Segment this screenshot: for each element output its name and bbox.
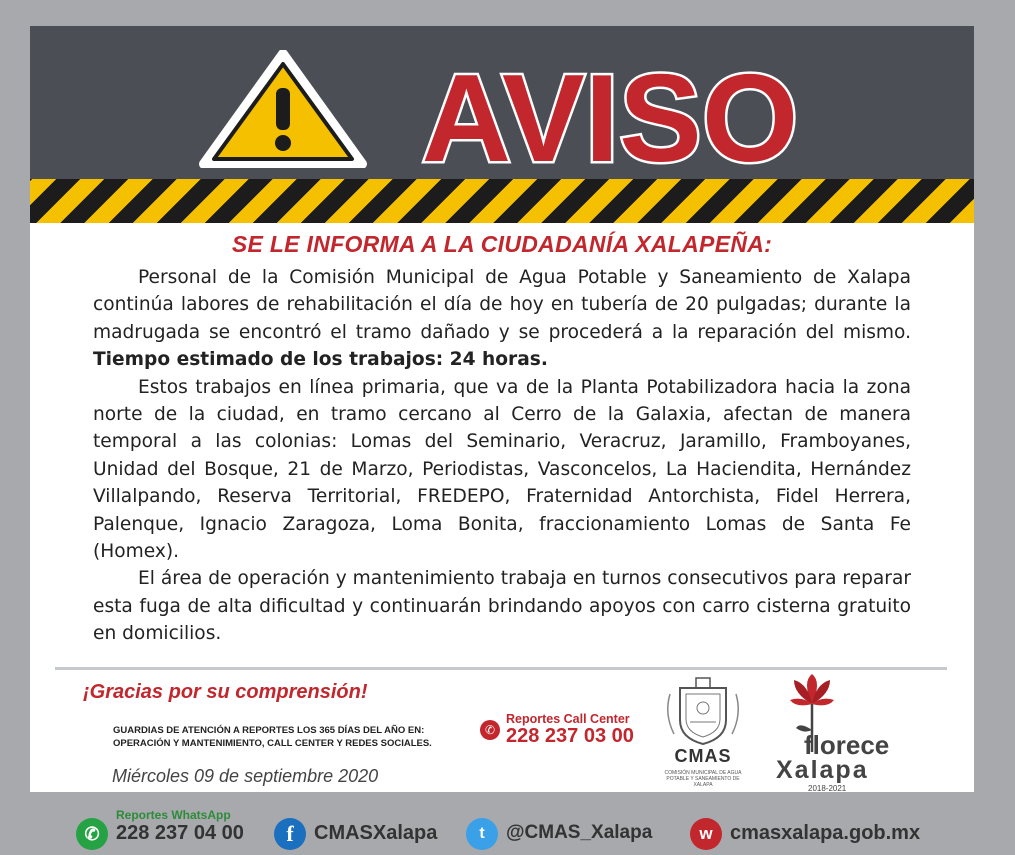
warning-triangle-icon bbox=[198, 50, 368, 168]
notice-subtitle: SE LE INFORMA A LA CIUDADANÍA XALAPEÑA: bbox=[231, 231, 773, 257]
florece-text: florece bbox=[804, 730, 890, 760]
callcenter-number[interactable]: 228 237 03 00 bbox=[506, 725, 634, 747]
whatsapp-number: 228 237 04 00 bbox=[116, 822, 244, 844]
date-text: Miércoles 09 de septiembre 2020 bbox=[112, 766, 379, 786]
thanks-text: ¡Gracias por su comprensión! bbox=[83, 681, 368, 703]
facebook-handle: CMASXalapa bbox=[314, 822, 438, 844]
paragraph-1-text: Personal de la Comisión Municipal de Agua Potable y Saneamiento de Xalapa continúa labores de rehabilitación el día de hoy en tubería de 20 pulgadas; durante la madrugada se encontró el tramo dañado y se procederá a la reparación del mismo. bbox=[93, 267, 911, 343]
xalapa-text: Xalapa bbox=[776, 756, 869, 784]
whatsapp-icon: ✆ bbox=[76, 818, 108, 850]
guardias-line-1: GUARDIAS DE ATENCIÓN A REPORTES LOS 365 DÍAS DEL AÑO EN: bbox=[113, 725, 425, 736]
phone-icon: ✆ bbox=[480, 720, 500, 740]
cmas-logo bbox=[660, 674, 746, 794]
guardias-line-2: OPERACIÓN Y MANTENIMIENTO, CALL CENTER Y REDES SOCIALES. bbox=[113, 738, 432, 749]
footer bbox=[0, 800, 1015, 855]
header-banner bbox=[30, 26, 974, 184]
cmas-text: CMAS bbox=[674, 746, 732, 766]
notice-card bbox=[30, 26, 974, 792]
aviso-title bbox=[390, 53, 830, 177]
twitter-handle: @CMAS_Xalapa bbox=[506, 822, 653, 843]
website-url: cmasxalapa.gob.mx bbox=[730, 822, 921, 844]
divider bbox=[55, 667, 947, 670]
paragraph-1-bold: Tiempo estimado de los trabajos: 24 horas. bbox=[93, 349, 548, 371]
aviso-title-text: AVISO bbox=[421, 53, 799, 177]
guardias-text bbox=[113, 724, 473, 750]
hazard-stripe bbox=[30, 179, 974, 223]
paragraph-1 bbox=[93, 264, 911, 374]
twitter-icon: t bbox=[466, 818, 498, 850]
coat-of-arms-icon bbox=[660, 674, 746, 746]
whatsapp-label: Reportes WhatsApp bbox=[116, 808, 231, 822]
web-icon: w bbox=[690, 818, 722, 850]
cmas-subtext: COMISIÓN MUNICIPAL DE AGUA POTABLE Y SANEAMIENTO DE XALAPA bbox=[664, 770, 742, 788]
facebook-icon: f bbox=[274, 818, 306, 850]
florece-years: 2018-2021 bbox=[808, 784, 847, 793]
paragraph-3: El área de operación y mantenimiento trabaja en turnos consecutivos para reparar esta fuga de alta dificultad y continuarán brindando apoyos con carro cisterna gratuito en domicilios. bbox=[93, 568, 911, 645]
notice-body bbox=[93, 264, 911, 648]
florece-xalapa-logo bbox=[772, 674, 902, 794]
paragraph-2: Estos trabajos en línea primaria, que va de la Planta Potabilizadora hacia la zona norte de la ciudad, en tramo cercano al Cerro de la Galaxia, afectan de manera temporal a las colonias: Lomas del Seminario, Veracruz, Jaramillo, Framboyanes, Unidad del Bosque, 21 de Marzo, Periodistas, Vasconcelos, La Haciendita, Hernández Villalpando, Reserva Territorial, FREDEPO, Fraternidad Antorchista, Fidel Herrera, Palenque, Ignacio Zaragoza, Loma Bonita, fraccionamiento Lomas de Santa Fe (Homex). bbox=[93, 376, 911, 563]
callcenter-label: Reportes Call Center bbox=[506, 712, 630, 726]
